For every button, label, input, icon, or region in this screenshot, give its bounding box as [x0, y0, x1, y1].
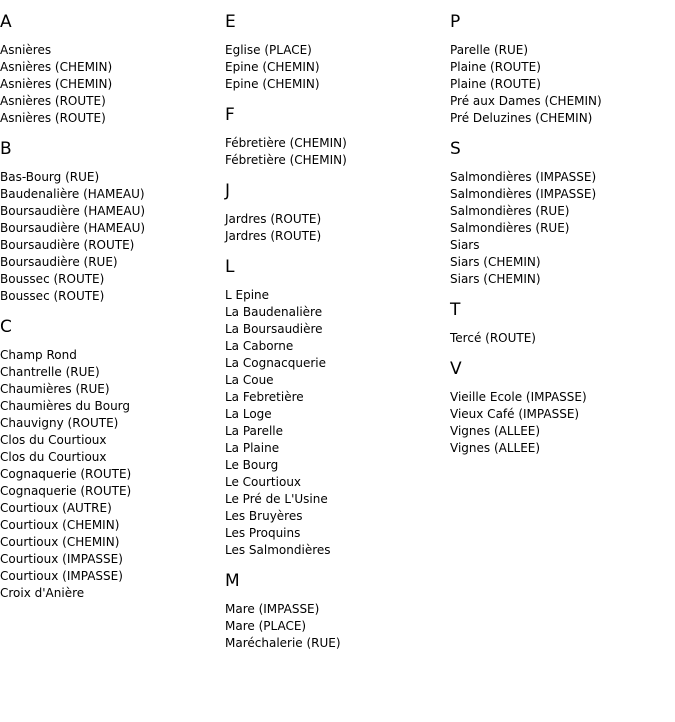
street-item: Jardres (ROUTE) — [225, 212, 322, 226]
letter-group — [0, 139, 220, 305]
street-item: Boursaudière (HAMEAU) — [0, 204, 146, 218]
street-item: Epine (CHEMIN) — [225, 77, 320, 91]
street-item: Baudenalière (HAMEAU) — [0, 187, 145, 201]
street-item: Plaine (ROUTE) — [450, 77, 541, 91]
street-item: Boussec (ROUTE) — [0, 289, 105, 303]
street-item: Salmondières (IMPASSE) — [450, 170, 597, 184]
street-item: Chaumières du Bourg — [0, 399, 131, 413]
street-item: Cognaquerie (ROUTE) — [0, 484, 132, 498]
street-item: Clos du Courtioux — [0, 450, 107, 464]
letter-group — [225, 181, 445, 245]
street-list — [0, 42, 220, 127]
street-item: Le Bourg — [225, 458, 279, 472]
street-item: Vieux Café (IMPASSE) — [450, 407, 580, 421]
street-item: Vignes (ALLEE) — [450, 424, 541, 438]
street-item: Chaumières (RUE) — [0, 382, 110, 396]
street-item: Champ Rond — [0, 348, 77, 362]
index-column-3 — [450, 0, 675, 457]
street-item: Courtioux (CHEMIN) — [0, 518, 120, 532]
street-item: Asnières — [0, 43, 52, 57]
street-item: Boursaudière (ROUTE) — [0, 238, 135, 252]
letter-heading: C — [0, 317, 12, 337]
street-item: La Boursaudière — [225, 322, 323, 336]
letter-heading: J — [225, 181, 231, 201]
street-item: Salmondières (IMPASSE) — [450, 187, 597, 201]
letter-heading: B — [0, 139, 12, 159]
street-item: Asnières (ROUTE) — [0, 111, 106, 125]
street-item: Plaine (ROUTE) — [450, 60, 541, 74]
street-item: Boursaudière (RUE) — [0, 255, 118, 269]
letter-heading: S — [450, 139, 461, 159]
street-item: Pré Deluzines (CHEMIN) — [450, 111, 593, 125]
street-item: La Loge — [225, 407, 272, 421]
street-item: Jardres (ROUTE) — [225, 229, 322, 243]
street-item: Asnières (CHEMIN) — [0, 77, 113, 91]
street-item: Maréchalerie (RUE) — [225, 636, 341, 650]
street-item: Chantrelle (RUE) — [0, 365, 100, 379]
street-list — [225, 135, 445, 169]
street-list — [0, 347, 220, 602]
street-item: L Epine — [225, 288, 270, 302]
street-list — [450, 330, 675, 347]
street-item: Boursaudière (HAMEAU) — [0, 221, 146, 235]
street-item: Fébretière (CHEMIN) — [225, 136, 347, 150]
letter-group — [225, 257, 445, 559]
street-item: Clos du Courtioux — [0, 433, 107, 447]
street-item: La Coue — [225, 373, 274, 387]
street-item: Asnières (CHEMIN) — [0, 60, 113, 74]
letter-group — [0, 12, 220, 127]
street-list — [225, 287, 445, 559]
street-item: Parelle (RUE) — [450, 43, 529, 57]
letter-group — [0, 317, 220, 602]
street-item: La Parelle — [225, 424, 284, 438]
letter-heading: M — [225, 571, 240, 591]
street-item: Mare (PLACE) — [225, 619, 307, 633]
letter-group — [450, 359, 675, 457]
street-item: Asnières (ROUTE) — [0, 94, 106, 108]
letter-group — [450, 300, 675, 347]
street-item: Croix d'Anière — [0, 586, 85, 600]
street-item: Siars — [450, 238, 480, 252]
street-list — [450, 42, 675, 127]
street-item: La Plaine — [225, 441, 280, 455]
street-item: Bas-Bourg (RUE) — [0, 170, 100, 184]
letter-group — [225, 571, 445, 652]
street-item: Vieille Ecole (IMPASSE) — [450, 390, 587, 404]
street-item: Les Salmondières — [225, 543, 331, 557]
street-item: Mare (IMPASSE) — [225, 602, 320, 616]
letter-heading: L — [225, 257, 235, 277]
street-item: Salmondières (RUE) — [450, 204, 570, 218]
street-item: Vignes (ALLEE) — [450, 441, 541, 455]
street-list — [0, 169, 220, 305]
street-item: Pré aux Dames (CHEMIN) — [450, 94, 602, 108]
street-item: Salmondières (RUE) — [450, 221, 570, 235]
letter-group — [225, 12, 445, 93]
street-list — [450, 389, 675, 457]
street-item: Eglise (PLACE) — [225, 43, 312, 57]
street-item: Courtioux (CHEMIN) — [0, 535, 120, 549]
street-list — [225, 42, 445, 93]
letter-group — [450, 12, 675, 127]
street-item: La Caborne — [225, 339, 294, 353]
letter-group — [225, 105, 445, 169]
street-item: Fébretière (CHEMIN) — [225, 153, 347, 167]
letter-heading: V — [450, 359, 462, 379]
index-column-1 — [0, 0, 220, 602]
street-item: Cognaquerie (ROUTE) — [0, 467, 132, 481]
street-item: Les Proquins — [225, 526, 301, 540]
street-list — [225, 601, 445, 652]
street-item: Epine (CHEMIN) — [225, 60, 320, 74]
street-item: Courtioux (IMPASSE) — [0, 569, 123, 583]
letter-heading: E — [225, 12, 236, 32]
street-item: La Baudenalière — [225, 305, 323, 319]
letter-heading: P — [450, 12, 461, 32]
street-item: Boussec (ROUTE) — [0, 272, 105, 286]
street-item: Le Courtioux — [225, 475, 302, 489]
street-list — [225, 211, 445, 245]
street-item: Le Pré de L'Usine — [225, 492, 328, 506]
street-item: Siars (CHEMIN) — [450, 272, 541, 286]
index-column-2 — [225, 0, 445, 652]
street-item: Courtioux (AUTRE) — [0, 501, 112, 515]
letter-heading: T — [450, 300, 461, 320]
street-item: Siars (CHEMIN) — [450, 255, 541, 269]
street-item: Chauvigny (ROUTE) — [0, 416, 119, 430]
street-item: Les Bruyères — [225, 509, 303, 523]
street-item: Courtioux (IMPASSE) — [0, 552, 123, 566]
street-item: La Febretière — [225, 390, 304, 404]
street-list — [450, 169, 675, 288]
letter-group — [450, 139, 675, 288]
street-item: La Cognacquerie — [225, 356, 327, 370]
letter-heading: F — [225, 105, 235, 125]
street-item: Tercé (ROUTE) — [450, 331, 536, 345]
letter-heading: A — [0, 12, 12, 32]
